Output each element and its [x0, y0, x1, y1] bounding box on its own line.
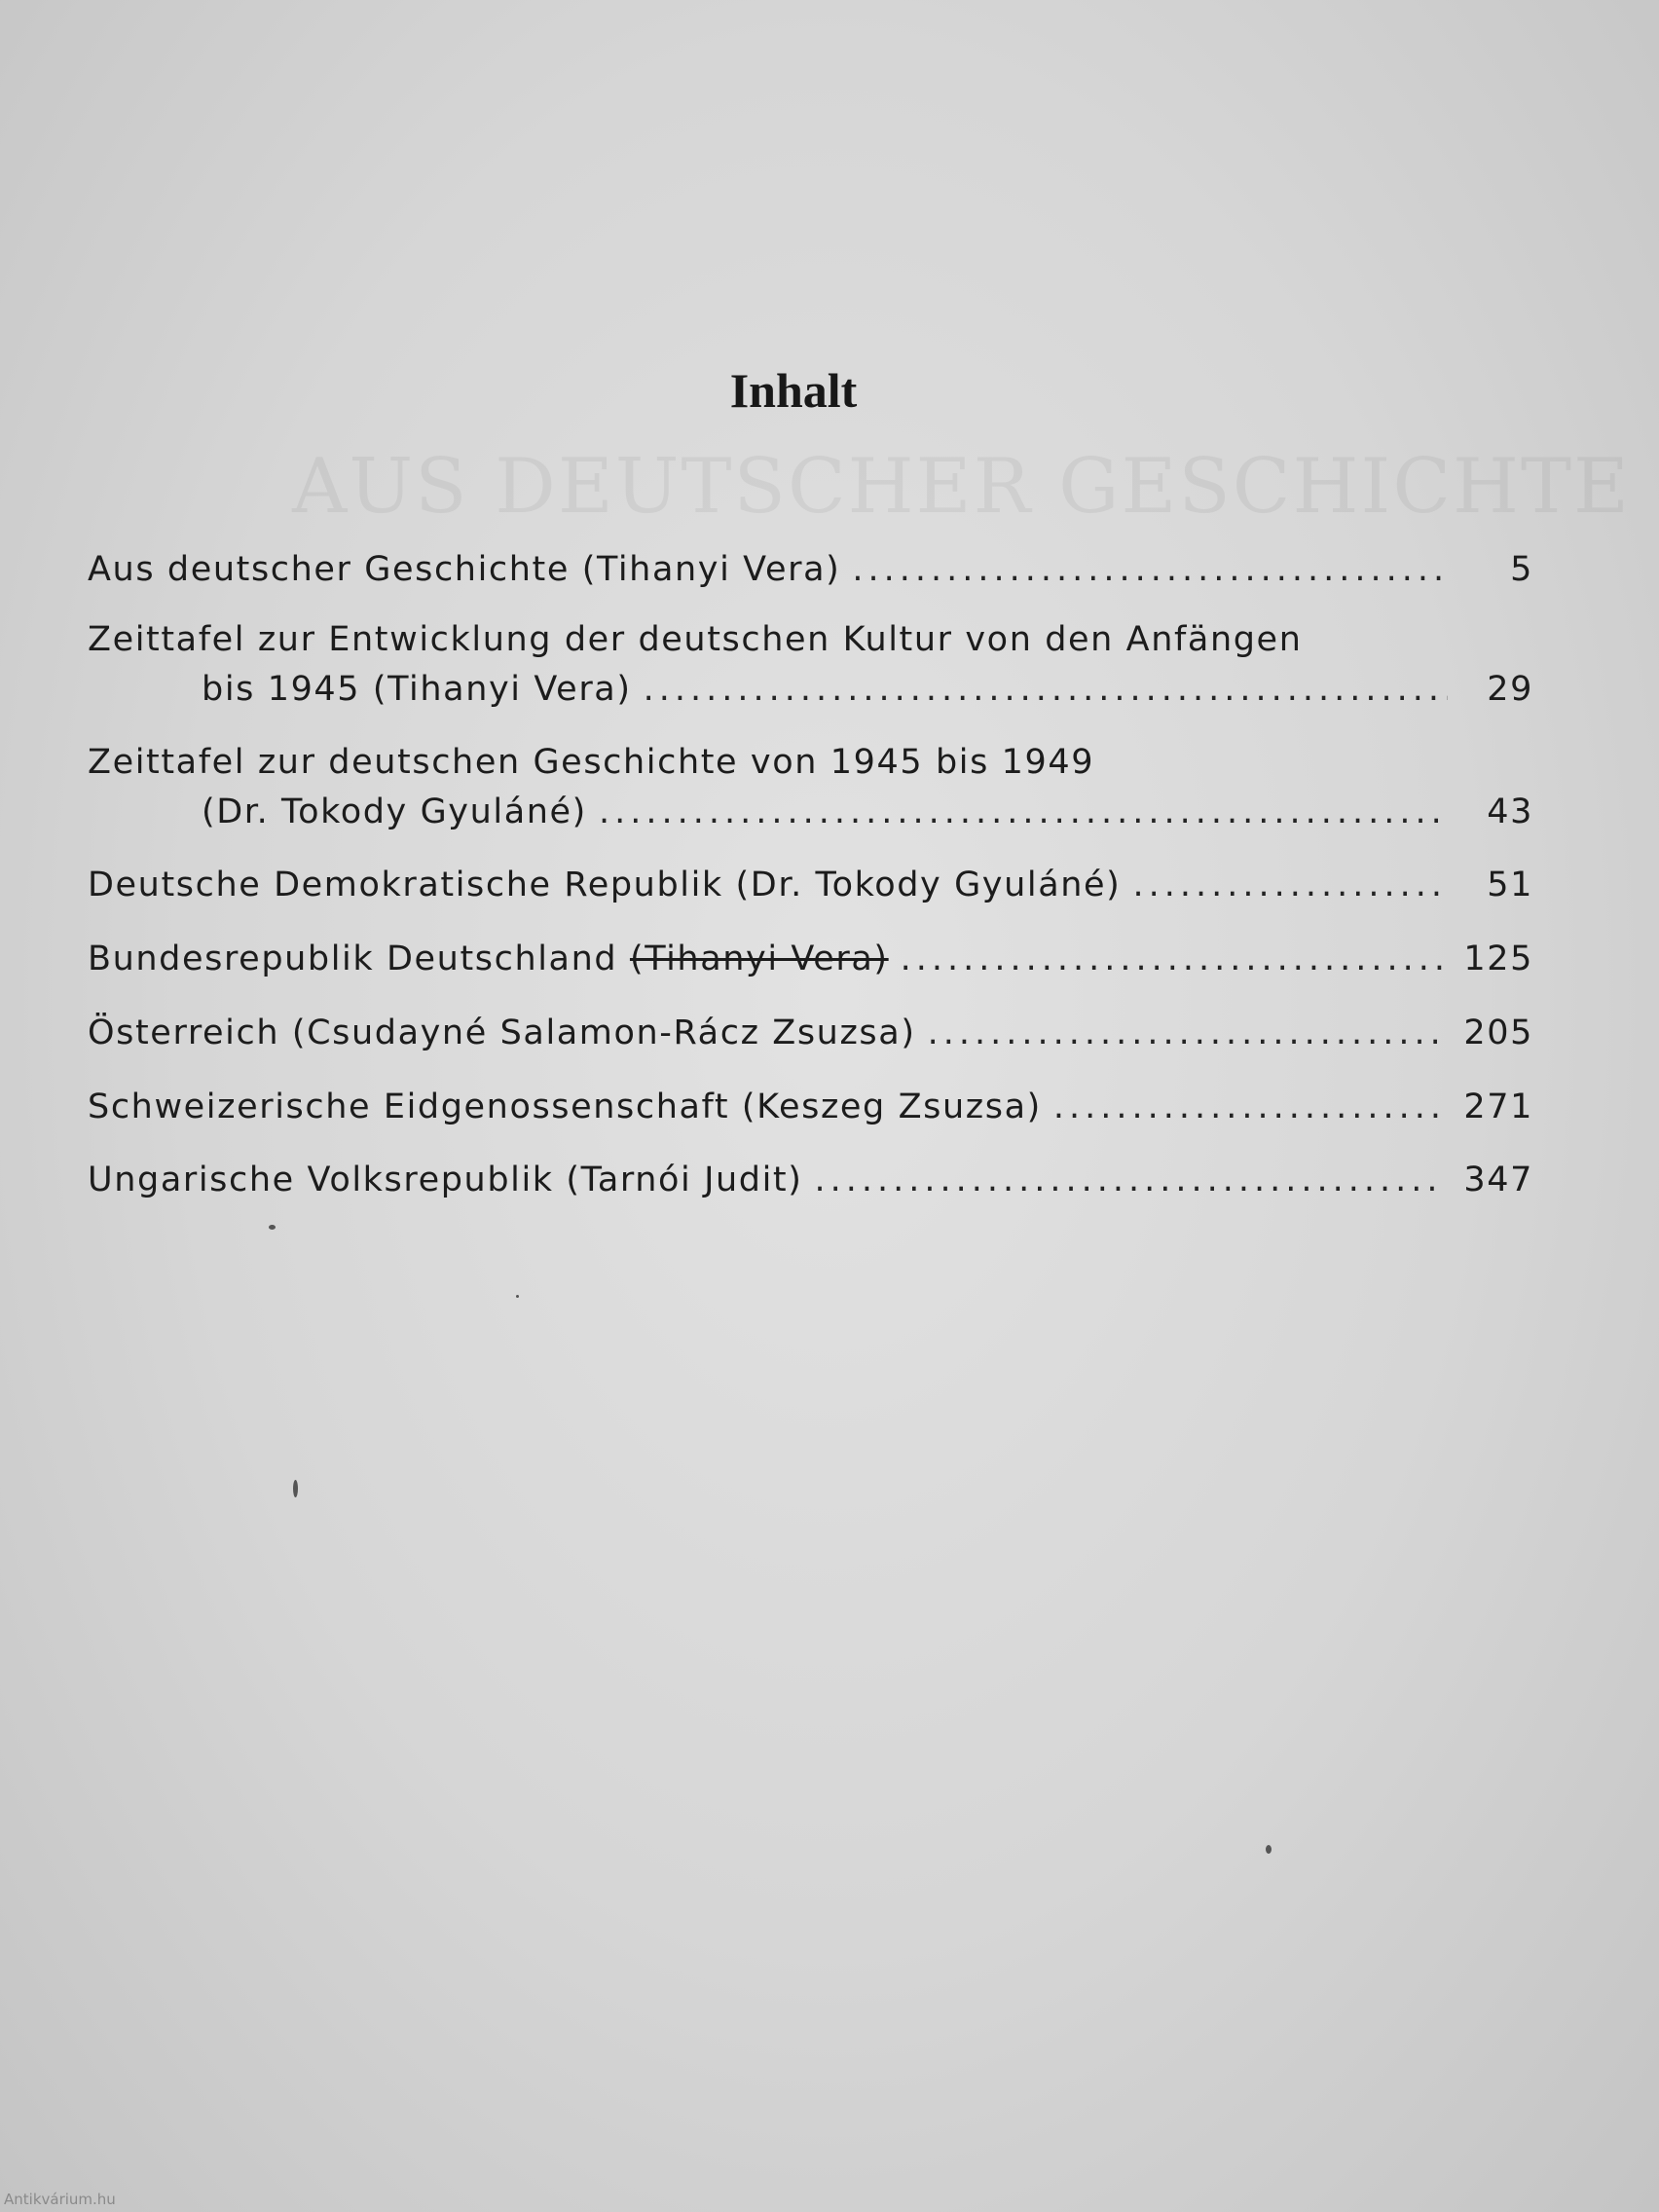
- ghost-heading: AUS DEUTSCHER GESCHICHTE: [292, 443, 1631, 531]
- leader-dots: [852, 550, 1448, 589]
- toc-entry-line1: [88, 743, 1533, 782]
- toc-entry-title: Deutsche Demokratische Republik (Dr. Tokody Gyuláné): [88, 866, 1122, 904]
- paper-speck: [269, 1225, 276, 1230]
- toc-entry-line1: [88, 620, 1533, 659]
- paper-speck: [1266, 1845, 1272, 1854]
- toc-entry: [88, 550, 1533, 589]
- toc-entry: [88, 866, 1533, 904]
- toc-entry-title-continued: (Dr. Tokody Gyuláné): [202, 793, 587, 831]
- toc-entry-title: Schweizerische Eidgenossenschaft (Keszeg Zsuzsa): [88, 1088, 1042, 1126]
- leader-dots: [1132, 866, 1448, 904]
- leader-dots: [1053, 1088, 1446, 1126]
- toc-entry-page: 5: [1510, 550, 1533, 589]
- toc-entry-title-continued: bis 1945 (Tihanyi Vera): [202, 670, 632, 709]
- toc-entry-page: 205: [1463, 1014, 1533, 1052]
- toc-entry-title: Zeittafel zur deutschen Geschichte von 1945 bis 1949: [88, 743, 1095, 782]
- page-title: Inhalt: [729, 363, 858, 418]
- leader-dots: [928, 1014, 1447, 1052]
- toc-entry-page: 29: [1487, 670, 1533, 709]
- toc-entry: [88, 1161, 1533, 1199]
- paper-speck: [516, 1295, 519, 1298]
- toc-entry-title: Zeittafel zur Entwicklung der deutschen Kultur von den Anfängen: [88, 620, 1303, 659]
- toc-entry-page: 347: [1463, 1161, 1533, 1199]
- toc-entry-title: Ungarische Volksrepublik (Tarnói Judit): [88, 1161, 803, 1199]
- toc-entry-title: [88, 940, 889, 978]
- leader-dots: [815, 1161, 1447, 1199]
- toc-entry-page: 271: [1463, 1088, 1533, 1126]
- toc-entry-page: 125: [1463, 940, 1533, 978]
- struck-author: (Tihanyi Vera): [629, 940, 889, 978]
- toc-entry-title-text: Bundesrepublik Deutschland: [88, 940, 618, 978]
- toc-entry-title: Aus deutscher Geschichte (Tihanyi Vera): [88, 550, 841, 589]
- toc-entry: [202, 670, 1533, 709]
- paper-speck: [293, 1480, 298, 1497]
- toc-entry: [88, 1088, 1533, 1126]
- toc-entry-page: 43: [1487, 793, 1533, 831]
- toc-entry-title: Österreich (Csudayné Salamon-Rácz Zsuzsa): [88, 1014, 916, 1052]
- watermark: Antikvárium.hu: [4, 2191, 116, 2208]
- toc-entry: [88, 1014, 1533, 1052]
- leader-dots: [599, 793, 1448, 831]
- leader-dots: [644, 670, 1448, 709]
- toc-entry: [88, 940, 1533, 978]
- toc-entry-page: 51: [1487, 866, 1533, 904]
- leader-dots: [901, 940, 1447, 978]
- toc-entry: [202, 793, 1533, 831]
